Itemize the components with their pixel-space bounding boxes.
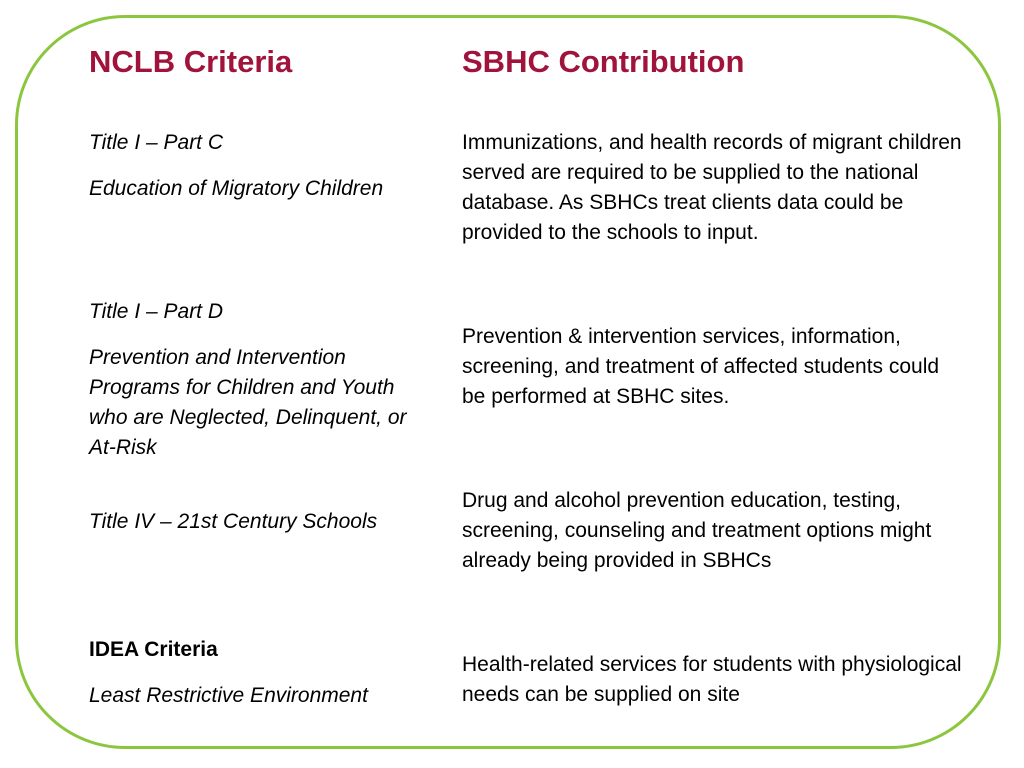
criteria-subtitle-4: Least Restrictive Environment [89,684,368,707]
sbhc-contribution-heading: SBHC Contribution [462,44,745,79]
criteria-subtitle-2: Prevention and Intervention Programs for Children and Youth who are Neglected, Delinquent, or At-Risk [89,346,407,459]
nclb-criteria-heading: NCLB Criteria [89,44,293,79]
contribution-1: Immunizations, and health records of migrant children served are required to be supplied to the national database. As SBHCs treat clients data could be provided to the schools to input. [462,131,962,244]
criteria-title-2: Title I – Part D [89,300,224,323]
idea-criteria-heading: IDEA Criteria [89,638,218,661]
contribution-3: Drug and alcohol prevention education, testing, screening, counseling and treatment options might already being provided in SBHCs [462,489,932,572]
contribution-4: Health-related services for students with physiological needs can be supplied on site [462,653,962,706]
criteria-title-3: Title IV – 21st Century Schools [89,510,378,533]
criteria-subtitle-1: Education of Migratory Children [89,177,384,200]
contribution-2: Prevention & intervention services, information, screening, and treatment of affected students could be performed at SBHC sites. [462,325,940,408]
criteria-title-1: Title I – Part C [89,131,224,154]
